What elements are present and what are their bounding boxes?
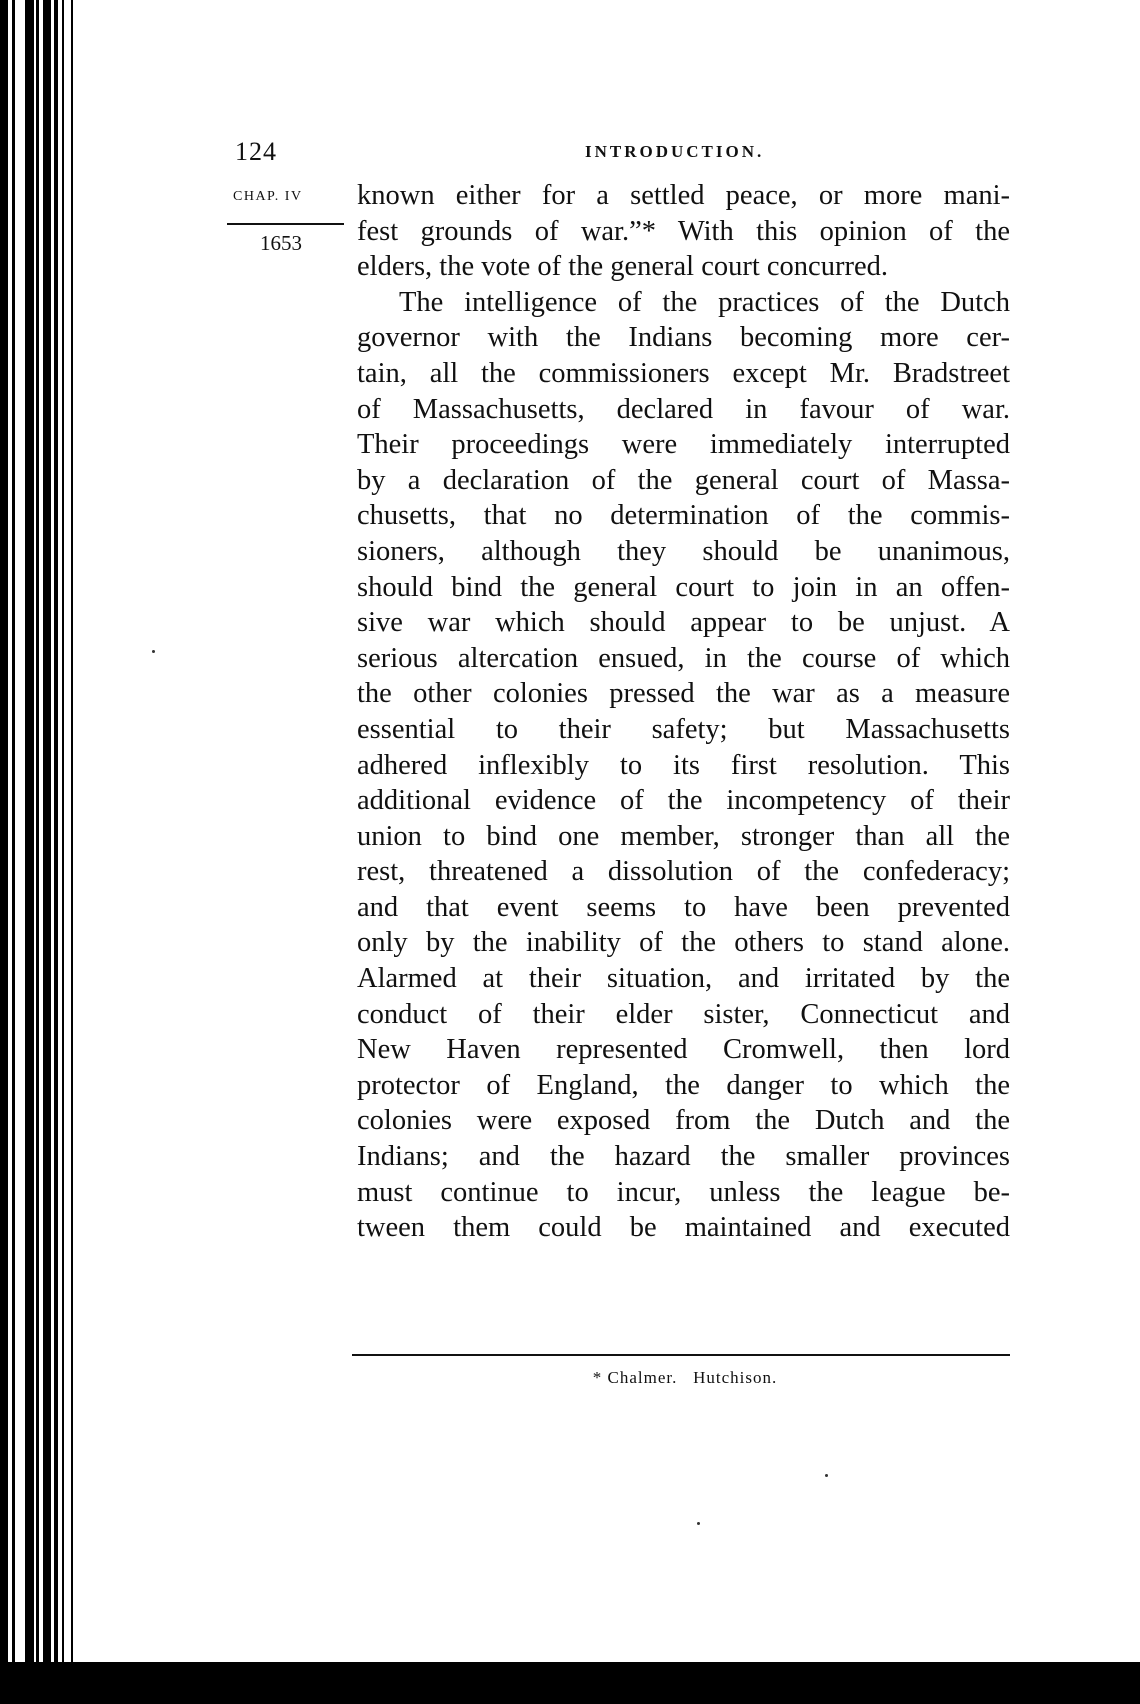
text-line: protector of England, the danger to which the [357,1069,1010,1101]
text-line: conduct of their elder sister, Connecticut and [357,998,1010,1030]
text-line: union to bind one member, stronger than all the [357,820,1010,852]
scan-speck [152,650,155,653]
scan-bottom-edge [0,1662,1140,1704]
body-text [357,178,1010,1246]
text-line: the other colonies pressed the war as a measure [357,678,1010,710]
text-line: elders, the vote of the general court concurred. [357,251,888,283]
text-line: New Haven represented Cromwell, then lord [357,1034,1010,1066]
text-line: governor with the Indians becoming more cer- [357,322,1010,354]
text-line: additional evidence of the incompetency of their [357,785,1010,817]
text-line: chusetts, that no determination of the commis- [357,500,1010,532]
text-line: tain, all the commissioners except Mr. Bradstreet [357,357,1010,389]
text-line: Their proceedings were immediately interrupted [357,429,1010,461]
text-line: sive war which should appear to be unjust. A [357,607,1010,639]
text-line: adhered inflexibly to its first resolution. This [357,749,1010,781]
text-line: should bind the general court to join in an offen- [357,571,1010,603]
footnote-rule [352,1354,1010,1356]
scan-speck [697,1522,700,1525]
text-line: by a declaration of the general court of Massa- [357,464,1010,496]
scan-speck [825,1474,828,1477]
text-line: tween them could be maintained and executed [357,1212,1010,1244]
text-line: rest, threatened a dissolution of the confederacy; [357,856,1010,888]
running-head: INTRODUCTION. [585,142,765,161]
text-line: Indians; and the hazard the smaller provinces [357,1141,1010,1173]
margin-rule [227,223,344,225]
text-line: The intelligence of the practices of the Dutch [399,286,1010,318]
margin-year: 1653 [260,231,302,255]
text-line: must continue to incur, unless the league be- [357,1176,1010,1208]
book-binding-shadow [0,0,78,1704]
text-line: essential to their safety; but Massachusetts [357,713,1010,745]
footnote: * Chalmer. Hutchison. [592,1368,778,1387]
margin-chapter-label: CHAP. IV [233,189,303,204]
text-line: only by the inability of the others to stand alone. [357,927,1010,959]
text-line: of Massachusetts, declared in favour of war. [357,393,1010,425]
text-line: sioners, although they should be unanimous, [357,535,1010,567]
text-line: fest grounds of war.”* With this opinion of the [357,215,1010,247]
text-line: serious altercation ensued, in the course of which [357,642,1010,674]
text-line: Alarmed at their situation, and irritated by the [357,963,1010,995]
page-number: 124 [235,137,277,166]
text-line: and that event seems to have been prevented [357,891,1010,923]
text-line: colonies were exposed from the Dutch and the [357,1105,1010,1137]
text-line: known either for a settled peace, or more mani- [357,180,1010,211]
